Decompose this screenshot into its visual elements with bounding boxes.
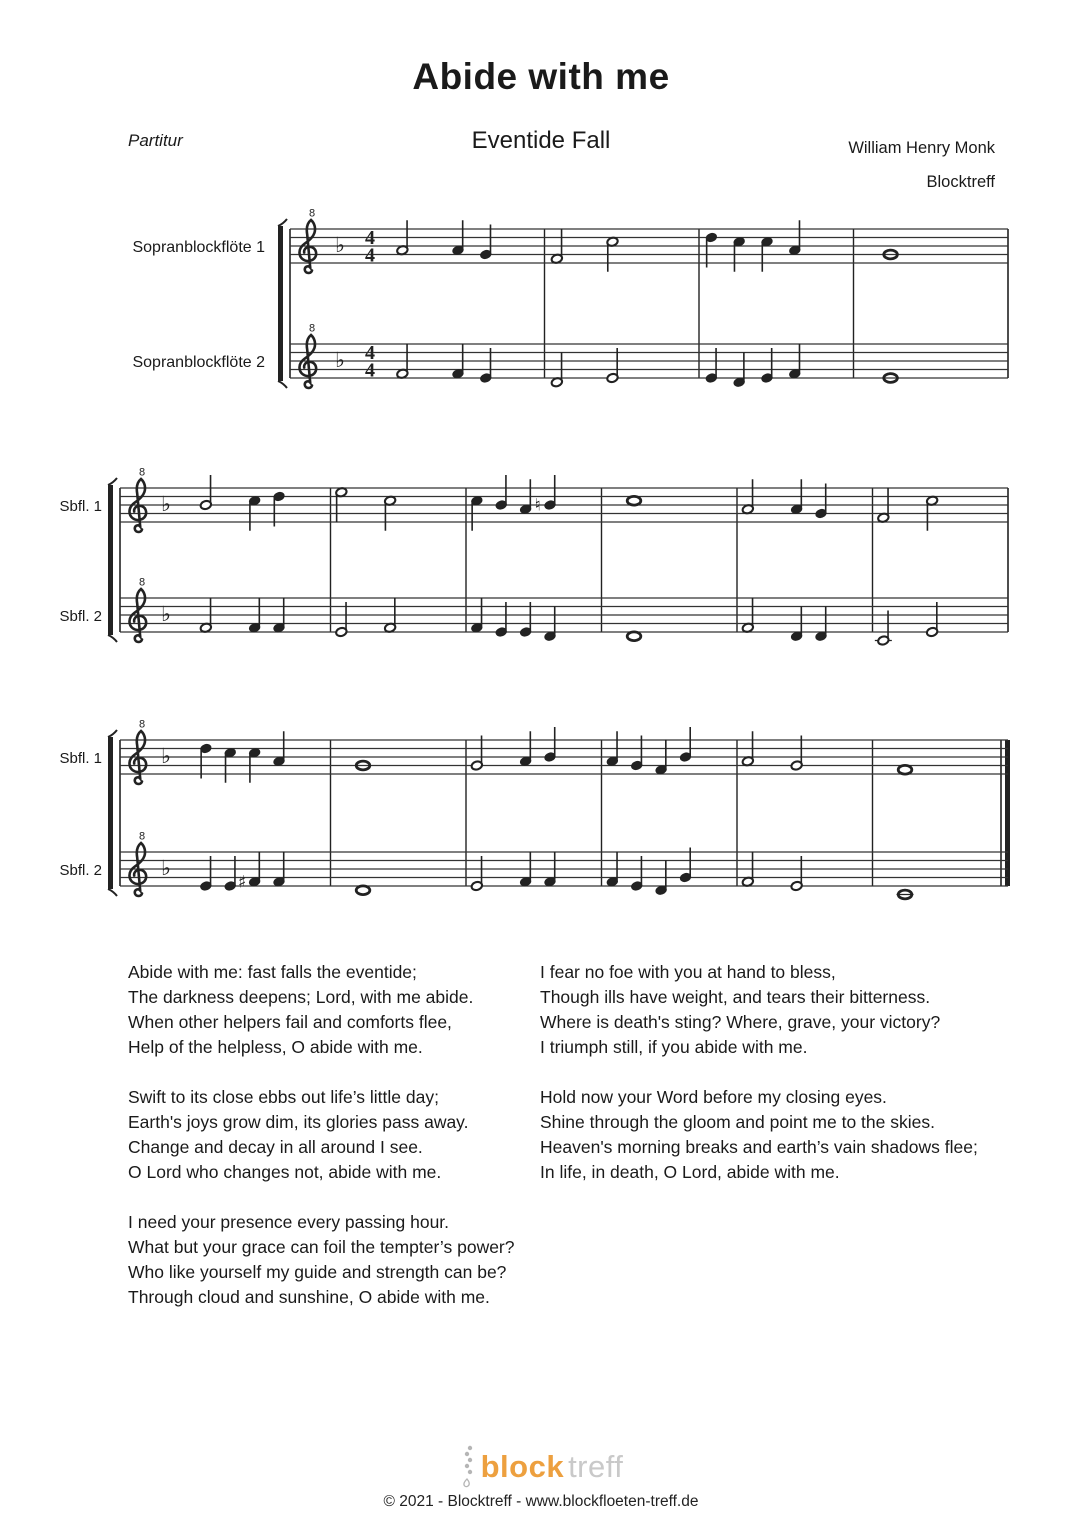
note (761, 348, 773, 383)
clef-octave-8: 8 (138, 576, 146, 589)
lyric-line: Shine through the gloom and point me to the skies. (540, 1112, 935, 1132)
part-label: Partitur (128, 131, 183, 150)
note (480, 348, 492, 383)
staff-label: Sbfl. 1 (59, 750, 102, 767)
lyric-line: What but your grace can foil the tempter’s power? (128, 1237, 515, 1257)
lyric-line: In life, in death, O Lord, abide with me. (540, 1162, 840, 1182)
lyric-line: Heaven's morning breaks and earth’s vain shadows flee; (540, 1137, 978, 1157)
lyric-line: I triumph still, if you abide with me. (540, 1037, 808, 1057)
note (815, 484, 827, 519)
note (790, 856, 802, 891)
system-bracket (108, 485, 113, 635)
clef-octave-8: 8 (308, 322, 316, 335)
note (200, 856, 212, 891)
note (200, 743, 212, 778)
arranger-name: Blocktreff (926, 173, 995, 191)
copyright-line: © 2021 - Blocktreff - www.blockfloeten-treff.de (383, 1493, 699, 1510)
note (519, 602, 531, 637)
note (544, 727, 556, 762)
stanza (540, 1085, 980, 1185)
note (630, 736, 642, 771)
note (790, 736, 802, 771)
lyric-line: Earth's joys grow dim, its glories pass away. (128, 1112, 469, 1132)
clef-octave-8: 8 (138, 466, 146, 479)
note (875, 611, 892, 646)
lyric-line: The darkness deepens; Lord, with me abide. (128, 987, 474, 1007)
lyric-line: O Lord who changes not, abide with me. (128, 1162, 442, 1182)
note (679, 848, 691, 883)
lyric-line: Where is death's sting? Where, grave, your victory? (540, 1012, 941, 1032)
music-system-2 (40, 450, 1050, 690)
page-title: Abide with me (412, 56, 670, 97)
staff-label: Sbfl. 1 (59, 498, 102, 515)
note (495, 475, 507, 510)
note (534, 475, 556, 516)
note (627, 632, 641, 641)
sharp-accidental-icon: ♯ (238, 872, 247, 893)
lyric-line: Hold now your Word before my closing eyes. (540, 1087, 887, 1107)
note (627, 496, 641, 505)
lyric-line: Change and decay in all around I see. (128, 1137, 423, 1157)
subtitle: Eventide Fall (471, 127, 611, 154)
key-flat-icon: ♭ (161, 856, 171, 880)
lyric-line: Swift to its close ebbs out life’s little day; (128, 1087, 439, 1107)
note (705, 232, 717, 267)
lyric-line: Help of the helpless, O abide with me. (128, 1037, 423, 1057)
staff-label: Sopranblockflöte 2 (132, 354, 265, 371)
lyric-line: Who like yourself my guide and strength can be? (128, 1262, 507, 1282)
clef-octave-8: 8 (138, 830, 146, 843)
lyrics-column-right (540, 960, 980, 1210)
stanza (128, 960, 538, 1060)
recorder-holes-icon (459, 1444, 477, 1490)
note (606, 348, 618, 383)
lyric-line: Though ills have weight, and tears their bitterness. (540, 987, 931, 1007)
note (471, 856, 483, 891)
credits-block (848, 131, 995, 199)
note (898, 765, 912, 774)
note (679, 727, 691, 762)
lyric-line: When other helpers fail and comforts flee, (128, 1012, 452, 1032)
music-system-1 (40, 195, 1050, 430)
lyric-line: I fear no foe with you at hand to bless, (540, 962, 836, 982)
lyrics-column-left (128, 960, 538, 1335)
clef-octave-8: 8 (308, 207, 316, 220)
music-system-3 (40, 702, 1050, 944)
note (471, 736, 483, 771)
staff-label: Sopranblockflöte 1 (132, 239, 265, 256)
natural-accidental-icon: ♮ (534, 495, 541, 516)
time-signature-digit: 4 (365, 244, 375, 267)
system-bracket (278, 226, 283, 381)
stanza (128, 1210, 538, 1310)
note (897, 890, 914, 899)
logo-text-treff: treff (568, 1449, 624, 1484)
clef-octave-8: 8 (138, 718, 146, 731)
note (200, 475, 212, 510)
lyric-line: Through cloud and sunshine, O abide with me. (128, 1287, 490, 1307)
key-flat-icon: ♭ (161, 602, 171, 626)
note (356, 886, 370, 895)
system-bracket (108, 737, 113, 889)
staff-label: Sbfl. 2 (59, 862, 102, 879)
note (495, 602, 507, 637)
stanza (128, 1085, 538, 1185)
logo-text-block: block (480, 1449, 565, 1484)
time-signature-digit: 4 (365, 359, 375, 382)
note (630, 856, 642, 891)
key-flat-icon: ♭ (335, 348, 345, 372)
key-flat-icon: ♭ (335, 233, 345, 257)
note (273, 491, 285, 526)
time-signature-digit: 4 (365, 342, 375, 364)
key-flat-icon: ♭ (161, 492, 171, 516)
staff-label: Sbfl. 2 (59, 608, 102, 625)
lyric-line: I need your presence every passing hour. (128, 1212, 450, 1232)
stanza (540, 960, 980, 1060)
note (926, 602, 938, 637)
blocktreff-logo (0, 1444, 1082, 1490)
key-flat-icon: ♭ (161, 744, 171, 768)
note (480, 225, 492, 260)
final-thick-barline (1005, 740, 1010, 886)
composer-name: William Henry Monk (848, 139, 995, 157)
note (224, 856, 236, 891)
note (335, 602, 347, 637)
lyric-line: Abide with me: fast falls the eventide; (128, 962, 417, 982)
time-signature-digit: 4 (365, 227, 375, 249)
note (705, 348, 717, 383)
